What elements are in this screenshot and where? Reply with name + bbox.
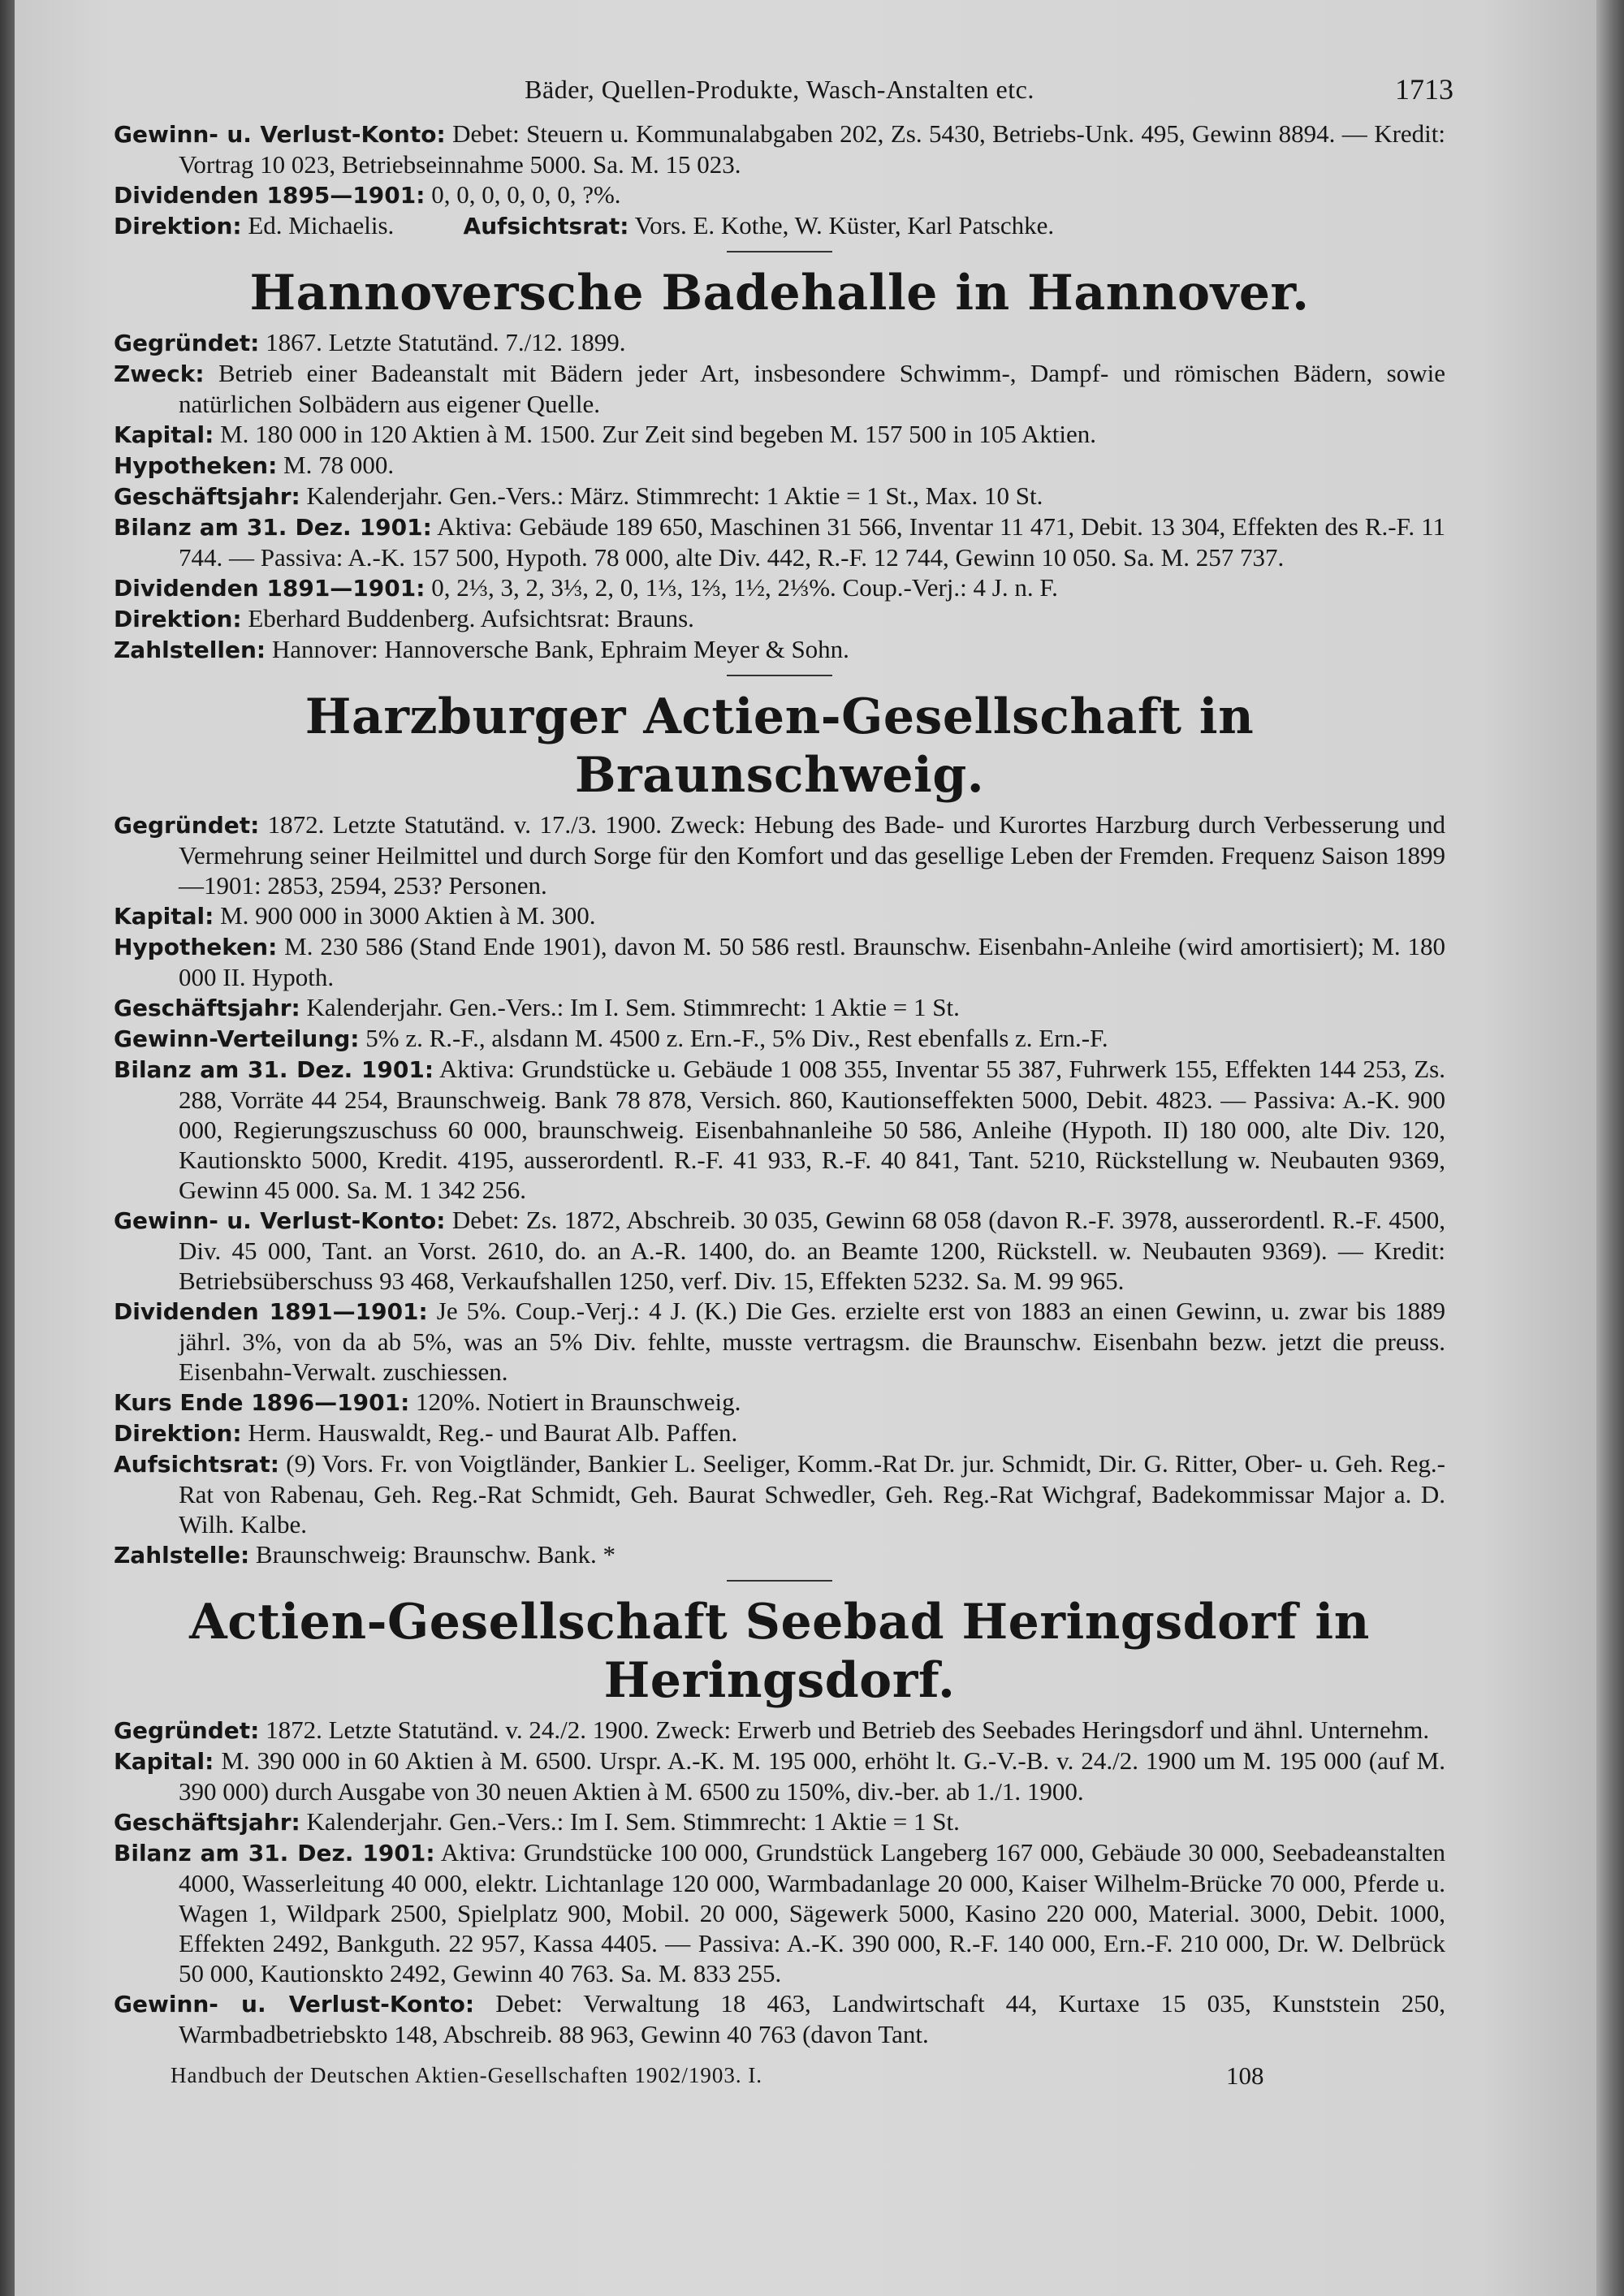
company-entry <box>114 264 1445 665</box>
field-row <box>114 992 1445 1023</box>
field-text: 5% z. R.-F., alsdann M. 4500 z. Ern.-F., 5% Div., Rest ebenfalls z. Ern.-F. <box>365 1024 1108 1052</box>
field-text: 1872. Letzte Statutänd. v. 24./2. 1900. Zweck: Erwerb und Betrieb des Seebades Heringsdorf und ähnl. Unternehm. <box>266 1716 1430 1744</box>
field-label: Direktion: <box>114 1420 242 1447</box>
field-row <box>114 481 1445 511</box>
field-row <box>114 1418 1445 1448</box>
field-label: Bilanz am 31. Dez. 1901: <box>114 514 432 541</box>
field-label: Aufsichtsrat: <box>463 213 629 240</box>
company-entry <box>114 688 1445 1570</box>
field-row <box>114 1988 1445 2049</box>
field-label: Gegründet: <box>114 1717 260 1744</box>
field-label: Gewinn-Verteilung: <box>114 1025 360 1052</box>
field-text: Eberhard Buddenberg. Aufsichtsrat: Brauns. <box>248 604 694 632</box>
field-text: Kalenderjahr. Gen.-Vers.: Im I. Sem. Stimmrecht: 1 Aktie = 1 St. <box>306 1807 960 1836</box>
document-page <box>114 73 1453 2093</box>
field-text: Aktiva: Grundstücke 100 000, Grundstück Langeberg 167 000, Gebäude 30 000, Seebadeanstalten 4000, Wasserleitung 40 000, elektr. Lichtanlage 120 000, Warmbadanlage 20 000, Kaiser Wilhelm-Brücke 70 000, Pferde u. Wagen 1, Wildpark 2500, Spielplatz 900, Mobil. 20 000, Sägewerk 5000, Kasino 220 000, Material. 3000, Debit. 1000, Effekten 2492, Bankguth. 22 957, Kassa 4405. — Passiva: A.-K. 390 000, R.-F. 140 000, Ern.-F. 210 000, Dr. W. Delbrück 50 000, Kautionskto 2492, Gewinn 40 763. Sa. M. 833 255. <box>179 1838 1446 1987</box>
field-row <box>114 1448 1445 1539</box>
field-text: Hannover: Hannoversche Bank, Ephraim Meyer & Sohn. <box>271 635 849 663</box>
field-text: Aktiva: Grundstücke u. Gebäude 1 008 355, Inventar 55 387, Fuhrwerk 155, Effekten 144 253, Zs. 288, Vorräte 44 254, Braunschweig. Bank 78 878, Versich. 860, Kautionseffekten 5000, Debit. 4823. — Passiva: A.-K. 900 000, Regierungszuschuss 60 000, braunschweig. Eisenbahnanleihe 50 586, Anleihe (Hypoth. II) 180 000, alte Div. 120, Kautionskto 5000, Kredit. 4195, ausserordentl. R.-F. 41 933, R.-F. 40 841, Tant. 5210, Rückstellung w. Neubauten 9369, Gewinn 45 000. Sa. M. 1 342 256. <box>179 1055 1445 1204</box>
company-entry <box>114 1593 1445 2049</box>
running-head-title: Bäder, Quellen-Produkte, Wasch-Anstalten etc. <box>525 75 1034 104</box>
field-text: Debet: Verwaltung 18 463, Landwirtschaft 44, Kurtaxe 15 035, Kunststein 250, Warmbadbetriebskto 148, Abschreib. 88 963, Gewinn 40 763 (davon Tant. <box>179 1989 1445 2048</box>
field-label: Dividenden 1895—1901: <box>114 182 425 209</box>
field-text: Ed. Michaelis. <box>248 211 395 240</box>
field-text: 0, 2⅓, 3, 2, 3⅓, 2, 0, 1⅓, 1⅔, 1½, 2⅓%. Coup.-Verj.: 4 J. n. F. <box>431 573 1058 602</box>
company-title: Hannoversche Badehalle in Hannover. <box>249 265 1310 322</box>
field-text: 1872. Letzte Statutänd. v. 17./3. 1900. Zweck: Hebung des Bade- und Kurortes Harzburg durch Verbesserung und Vermehrung seiner Heilmittel und durch Sorge für den Komfort und das gesellige Leben der Fremden. Frequenz Saison 1899—1901: 2853, 2594, 253? Personen. <box>179 810 1445 900</box>
field-label: Dividenden 1891—1901: <box>114 1298 428 1325</box>
field-text: Debet: Zs. 1872, Abschreib. 30 035, Gewinn 68 058 (davon R.-F. 3978, ausserordentl. R.-F. 4500, Div. 45 000, Tant. an Vorst. 2610, do. an A.-R. 1400, do. an Beamte 1200, Rückstell. w. Neubauten 9369). — Kredit: Betriebsüberschuss 93 468, Verkaufshallen 1250, verf. Div. 15, Effekten 5232. Sa. M. 99 965. <box>179 1206 1445 1295</box>
field-text: Kalenderjahr. Gen.-Vers.: März. Stimmrecht: 1 Aktie = 1 St., Max. 10 St. <box>306 481 1043 510</box>
section-divider <box>727 675 832 676</box>
field-label: Gegründet: <box>114 330 260 356</box>
field-row <box>114 900 1445 931</box>
field-row <box>114 603 1445 634</box>
field-label: Bilanz am 31. Dez. 1901: <box>114 1840 435 1867</box>
field-row <box>114 1715 1445 1746</box>
field-text: M. 78 000. <box>283 451 395 479</box>
prev-dividenden <box>114 179 1445 210</box>
field-row <box>114 1806 1445 1837</box>
field-text: Betrieb einer Badeanstalt mit Bädern jeder Art, insbesondere Schwimm-, Dampf- und römischen Bädern, sowie natürlichen Solbädern aus eigener Quelle. <box>179 359 1445 418</box>
field-text: Herm. Hauswaldt, Reg.- und Baurat Alb. Paffen. <box>248 1418 738 1447</box>
field-label: Geschäftsjahr: <box>114 483 300 510</box>
field-text: Debet: Steuern u. Kommunalabgaben 202, Zs. 5430, Betriebs-Unk. 495, Gewinn 8894. — Kredit: Vortrag 10 023, Betriebseinnahme 5000. Sa. M. 15 023. <box>179 119 1446 179</box>
field-label: Hypotheken: <box>114 452 278 479</box>
field-label: Gewinn- u. Verlust-Konto: <box>114 121 446 148</box>
field-label: Geschäftsjahr: <box>114 995 300 1021</box>
field-row <box>114 1296 1445 1387</box>
field-row <box>114 931 1445 992</box>
field-text: Kalenderjahr. Gen.-Vers.: Im I. Sem. Stimmrecht: 1 Aktie = 1 St. <box>306 993 960 1021</box>
footer-sheet-number: 108 <box>1226 2061 1264 2090</box>
field-label: Zahlstellen: <box>114 637 266 663</box>
field-row <box>114 1539 1445 1570</box>
field-row <box>114 327 1445 358</box>
field-text: Aktiva: Gebäude 189 650, Maschinen 31 566, Inventar 11 471, Debit. 13 304, Effekten des R.-F. 11 744. — Passiva: A.-K. 157 500, Hypoth. 78 000, alte Div. 442, R.-F. 12 744, Gewinn 10 050. Sa. M. 257 737. <box>179 512 1445 572</box>
field-row <box>114 358 1445 419</box>
field-label: Direktion: <box>114 606 242 632</box>
field-row <box>114 1205 1445 1296</box>
field-label: Geschäftsjahr: <box>114 1809 300 1836</box>
field-label: Direktion: <box>114 213 242 240</box>
section-divider <box>727 251 832 252</box>
field-row <box>114 511 1445 572</box>
field-label: Bilanz am 31. Dez. 1901: <box>114 1056 434 1083</box>
field-label: Hypotheken: <box>114 934 278 960</box>
page-footer <box>114 2061 1445 2093</box>
field-text: M. 180 000 in 120 Aktien à M. 1500. Zur Zeit sind begeben M. 157 500 in 105 Aktien. <box>220 420 1096 448</box>
field-text: M. 390 000 in 60 Aktien à M. 6500. Urspr. A.-K. M. 195 000, erhöht lt. G.-V.-B. v. 24./2. 1900 um M. 195 000 (auf M. 390 000) durch Ausgabe von 30 neuen Aktien à M. 6500 zu 150%, div.-ber. ab 1./1. 1900. <box>179 1746 1446 1806</box>
field-label: Zahlstelle: <box>114 1542 250 1569</box>
prev-gewinn <box>114 119 1445 179</box>
field-label: Kapital: <box>114 903 214 930</box>
company-title: Actien-Gesellschaft Seebad Heringsdorf in Heringsdorf. <box>189 1594 1370 1709</box>
field-label: Zweck: <box>114 360 205 387</box>
field-label: Gegründet: <box>114 812 260 839</box>
field-text: M. 230 586 (Stand Ende 1901), davon M. 50 586 restl. Braunschw. Eisenbahn-Anleihe (wird amortisiert); M. 180 000 II. Hypoth. <box>179 932 1445 991</box>
field-text: (9) Vors. Fr. von Voigtländer, Bankier L. Seeliger, Komm.-Rat Dr. jur. Schmidt, Dir. G. Ritter, Ober- u. Geh. Reg.-Rat von Rabenau, Geh. Reg.-Rat Schmidt, Geh. Baurat Schwedler, Geh. Reg.-Rat Wichgraf, Badekommissar Major a. D. Wilh. Kalbe. <box>179 1449 1445 1539</box>
field-label: Gewinn- u. Verlust-Konto: <box>114 1991 475 2018</box>
field-row <box>114 572 1445 603</box>
field-text: 0, 0, 0, 0, 0, 0, ?%. <box>431 180 621 209</box>
field-row <box>114 1746 1445 1806</box>
field-row <box>114 1023 1445 1054</box>
page-number: 1713 <box>1395 73 1453 106</box>
section-divider <box>727 1580 832 1582</box>
field-label: Aufsichtsrat: <box>114 1451 279 1478</box>
field-label: Kurs Ende 1896—1901: <box>114 1389 410 1416</box>
field-row <box>114 1054 1445 1205</box>
field-label: Kapital: <box>114 421 214 448</box>
footer-book-title: Handbuch der Deutschen Aktien-Gesellschaften 1902/1903. I. <box>171 2063 763 2087</box>
field-text: 120%. Notiert in Braunschweig. <box>416 1388 741 1416</box>
running-head <box>114 73 1453 119</box>
prev-direktion <box>114 210 1445 241</box>
field-row <box>114 809 1445 900</box>
field-label: Dividenden 1891—1901: <box>114 575 425 602</box>
scan-right-edge <box>1596 0 1624 2296</box>
field-label: Kapital: <box>114 1748 214 1775</box>
field-row <box>114 634 1445 665</box>
field-text: 1867. Letzte Statutänd. 7./12. 1899. <box>266 328 626 356</box>
field-row <box>114 419 1445 450</box>
field-text: Vors. E. Kothe, W. Küster, Karl Patschke. <box>634 211 1055 240</box>
company-title: Harzburger Actien-Gesellschaft in Braunschweig. <box>304 688 1255 804</box>
prev-entry <box>114 119 1445 241</box>
field-label: Gewinn- u. Verlust-Konto: <box>114 1207 446 1234</box>
field-text: M. 900 000 in 3000 Aktien à M. 300. <box>220 901 596 930</box>
field-row <box>114 450 1445 481</box>
field-text: Je 5%. Coup.-Verj.: 4 J. (K.) Die Ges. erzielte erst von 1883 an einen Gewinn, u. zwar bis 1889 jährl. 3%, von da ab 5%, was an 5% Div. fehlte, musste vertragsm. die Braunschw. Eisenbahn bezw. jetzt die preuss. Eisenbahn-Verwalt. zuschiessen. <box>179 1297 1445 1386</box>
field-row <box>114 1837 1445 1988</box>
field-text: Braunschweig: Braunschw. Bank. * <box>255 1540 616 1569</box>
field-row <box>114 1387 1445 1418</box>
